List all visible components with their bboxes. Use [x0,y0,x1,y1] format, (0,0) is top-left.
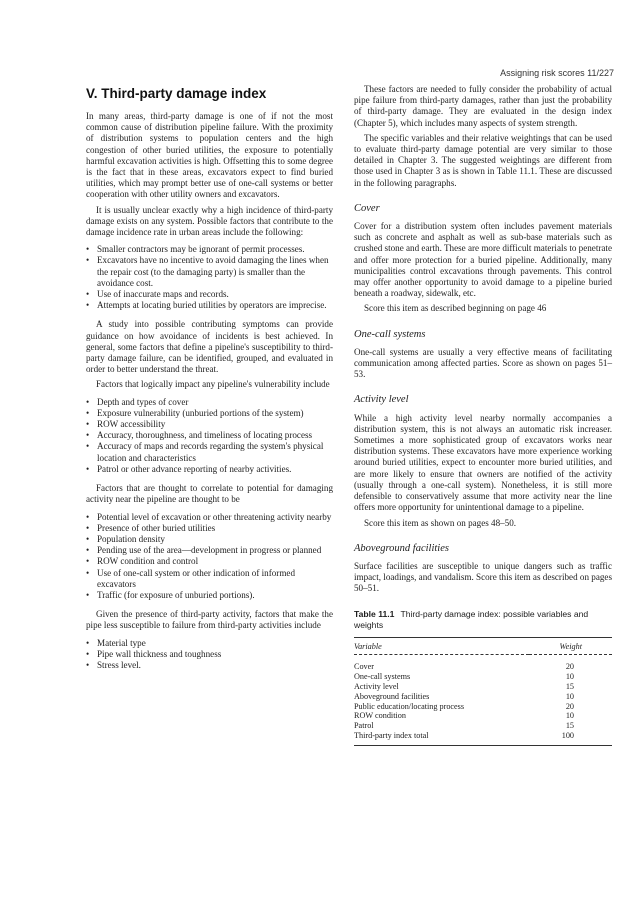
list-item: • Traffic (for exposure of unburied portions). [86,589,255,600]
table-row: Public education/locating process 20 [354,701,574,711]
table-row-total: Third-party index total 100 [354,731,612,745]
subhead-aboveground: Aboveground facilities [354,542,449,554]
list-item: • Use of inaccurate maps and records. [86,289,229,300]
intro-paragraph: In many areas, third-party damage is one of if not the most common cause of distribution pipeline failure. With the proximity of distribution systems to population centers and the high congestion of other buried utilities, the exposure to potentially harmful excavation activities is high. Offsetting this to some degree is the fact that in these areas, excavators expect to find buried utilities, which may prompt better use of one-call systems or better cooperation with other utility owners and excavators. [86,111,333,200]
left-column [86,84,333,679]
bullet-icon: • [86,659,90,670]
list-item: • Attempts at locating buried utilities by operators are imprecise. [86,300,327,311]
list-item: • ROW accessibility [86,419,166,430]
variables-weights-table [354,637,612,746]
list-item: • Patrol or other advance reporting of nearby activities. [86,463,292,474]
bullet-icon: • [86,589,90,600]
list-item: • Presence of other buried utilities [86,522,216,533]
section-title: V. Third-party damage index [86,86,267,101]
bullet-icon: • [86,556,90,567]
list-item: • Pending use of the area—development in progress or planned [86,545,322,556]
bullet-icon: • [86,396,90,407]
contributing-factors-list [86,244,333,311]
paragraph: Score this item as shown on pages 48–50. [364,517,517,528]
bullet-icon: • [86,255,90,266]
list-item: • Population density [86,533,165,544]
bullet-icon: • [86,637,90,648]
bullet-icon: • [86,244,90,255]
vulnerability-paragraph: Factors that logically impact any pipeline's vulnerability include [96,379,330,390]
bullet-icon: • [86,300,90,311]
bullet-icon: • [86,407,90,418]
right-column [354,84,612,746]
column-header-weight: Weight [529,637,612,655]
list-item: • Depth and types of cover [86,396,189,407]
subhead-one-call: One-call systems [354,328,426,340]
subhead-activity: Activity level [354,394,409,406]
paragraph: One-call systems are usually a very effective means of facilitating communication among affected parties. Score as shown on pages 51–53. [354,346,612,380]
list-item: • ROW condition and control [86,556,199,567]
bullet-icon: • [86,648,90,659]
paragraph: Surface facilities are susceptible to unique dangers such as traffic impact, loadings, and vandalism. Score this item as described on pages 50–51. [354,560,612,594]
paragraph: Cover for a distribution system often includes pavement materials such as concrete and asphalt as well as sub-base materials such as crushed stone and earth. These are more difficult materials to penetrate and offer more protection for a buried pipeline. Additionally, many municipalities control excavations through pavements. This control may offer another opportunity to avoid damage to a pipeline buried beneath a roadway, sidewalk, etc. [354,221,612,299]
bullet-icon: • [86,463,90,474]
susceptibility-list [86,638,333,672]
paragraph: These factors are needed to fully consider the probability of actual pipe failure from third-party damages, rather than just the probability of third-party damage. They are evaluated in the design index (Chapter 5), which includes many aspects of system strength. [354,84,612,128]
bullet-icon: • [86,419,90,430]
list-item: • Exposure vulnerability (unburied portions of the system) [86,407,304,418]
list-item: • Smaller contractors may be ignorant of permit processes. [86,244,305,255]
bullet-icon: • [86,522,90,533]
bullet-icon: • [86,533,90,544]
paragraph: The specific variables and their relative weightings that can be used to evaluate third-party damage potential are very similar to those detailed in Chapter 3. The suggested weightings are different from those used in Chapter 3 as is shown in Table 11.1. These are discussed in the following paragraphs. [354,132,612,188]
list-item: • Potential level of excavation or other threatening activity nearby [86,511,332,522]
list-item: • Accuracy, thoroughness, and timeliness of locating process [86,430,313,441]
bullet-icon: • [86,545,90,556]
table-number: Table 11.1 [354,608,395,619]
list-item: • Stress level. [86,659,141,670]
table-row: One-call systems 10 [354,672,574,682]
factors-intro-paragraph: It is usually unclear exactly why a high incidence of third-party damage exists on any system. Possible factors that contribute to the damage incidence rate in urban areas include the following: [86,204,333,238]
table-row: ROW condition 10 [354,711,574,721]
susceptibility-paragraph: Given the presence of third-party activity, factors that make the pipe less susceptible to failure from third-party activities include [86,609,333,631]
table-row: Aboveground facilities 10 [354,691,574,701]
list-item: • Excavators have no incentive to avoid damaging the lines when the repair cost (to the damaging party) is smaller than the avoidance cost. [86,255,329,288]
column-header-variable: Variable [354,637,529,655]
list-item: • Pipe wall thickness and toughness [86,648,222,659]
table-row: Patrol 15 [354,721,574,731]
bullet-icon: • [86,567,90,578]
running-head: Assigning risk scores 11/227 [500,68,614,78]
list-item: • Material type [86,637,146,648]
damaging-activity-list [86,512,333,602]
table-caption [354,609,612,631]
bullet-icon: • [86,289,90,300]
correlate-paragraph: Factors that are thought to correlate to potential for damaging activity near the pipeline are thought to be [86,483,333,505]
list-item: • Use of one-call system or other indication of informed excavators [86,567,295,589]
vulnerability-list [86,397,333,475]
bullet-icon: • [86,511,90,522]
subhead-cover: Cover [354,202,380,214]
paragraph: Score this item as described beginning on page 46 [364,303,547,314]
table-row: Cover 20 [354,662,574,672]
bullet-icon: • [86,430,90,441]
table-row: Activity level 15 [354,681,574,691]
table-caption-text: Third-party damage index: possible variables and weights [354,608,589,630]
list-item: • Accuracy of maps and records regarding the system's physical location and characteristics [86,441,324,463]
bullet-icon: • [86,441,90,452]
study-paragraph: A study into possible contributing symptoms can provide guidance on how avoidance of incidents is best achieved. In general, some factors that define a pipeline's susceptibility to third-party damage failure, can be identified, grouped, and evaluated in order to better understand the threat. [86,319,333,375]
paragraph: While a high activity level nearby normally accompanies a distribution system, this is not always an automatic risk increaser. Sometimes a more sophisticated group of excavators works near distribution systems. These excavators have more experience working around buried utilities, expect to encounter more buried utilities, and are more likely to ensure that owners are notified of the activity (usually through a one-call system). Nonetheless, it is still more defensible to conservatively assume that more activity near the line offers more opportunity for unintentional damage to a pipeline. [354,412,612,513]
